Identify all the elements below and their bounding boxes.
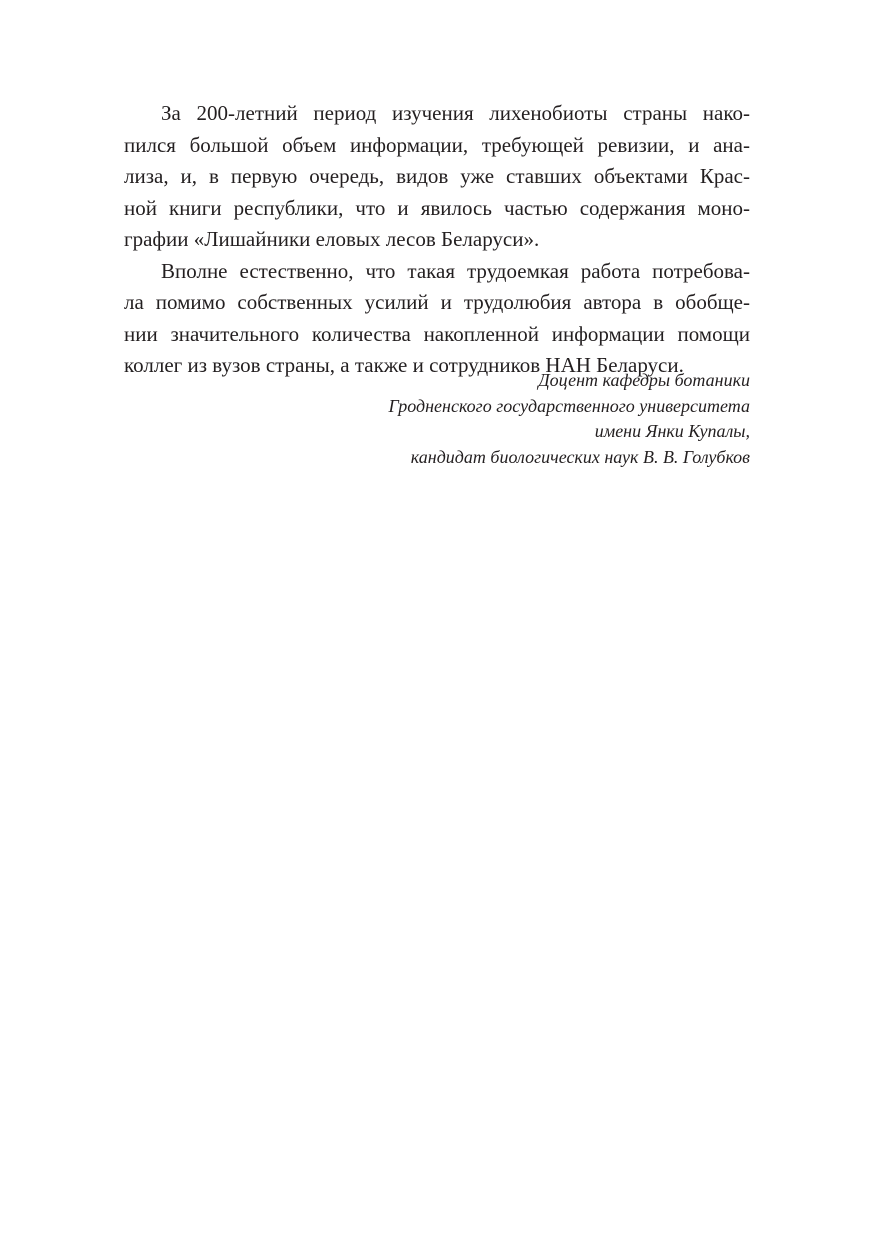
paragraph-line: коллег из вузов страны, а также и сотрудников НАН Беларуси. xyxy=(124,353,684,377)
signature-author: кандидат биологических наук В. В. Голубков xyxy=(410,446,750,467)
signature-position: Доцент кафедры ботаники xyxy=(538,370,750,390)
paragraph-line: лиза, и, в первую очередь, видов уже ставших объектами Крас- xyxy=(124,164,750,188)
paragraph-line: За 200-летний период изучения лихенобиоты страны нако- xyxy=(161,101,750,125)
body-text xyxy=(124,98,750,382)
paragraph-line: пился большой объем информации, требующей ревизии, и ана- xyxy=(124,132,750,157)
paragraph-line: нии значительного количества накопленной информации помощи xyxy=(124,321,750,346)
author-signature xyxy=(150,368,750,470)
paragraph-line: ной книги республики, что и явилось частью содержания моно- xyxy=(124,195,750,220)
paragraph-line: ла помимо собственных усилий и трудолюбия автора в обобще- xyxy=(124,290,750,314)
signature-university-name: имени Янки Купалы, xyxy=(594,421,750,441)
paragraph-2 xyxy=(124,256,750,382)
paragraph-line: графии «Лишайники еловых лесов Беларуси». xyxy=(124,227,540,251)
paragraph-line: Вполне естественно, что такая трудоемкая работа потребова- xyxy=(161,258,750,283)
signature-university: Гродненского государственного университета xyxy=(388,395,750,416)
paragraph-1 xyxy=(124,98,750,256)
